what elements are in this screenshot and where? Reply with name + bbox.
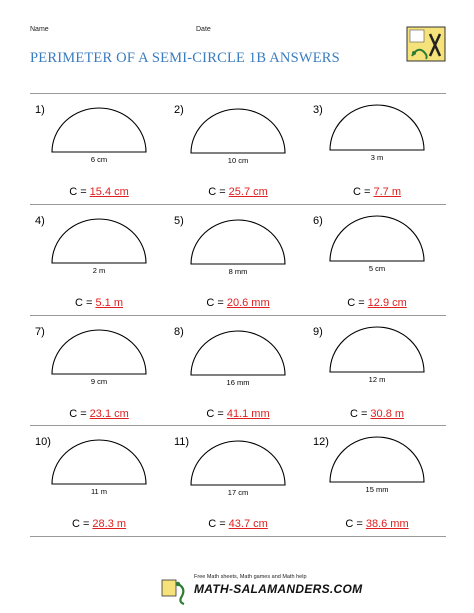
answer-prefix: C = [347,297,368,309]
problem-number: 6) [313,215,323,227]
problem-12 [308,428,446,542]
diameter-label: 16 mm [226,378,250,387]
diameter-label: 17 cm [227,488,249,497]
problem-9 [308,318,446,432]
answer-prefix: C = [75,297,96,309]
problem-number: 4) [35,215,45,227]
semicircle-outline [52,108,146,152]
problem-4 [30,207,168,321]
answer-line [308,297,446,309]
diameter-label: 15 mm [365,485,389,494]
problem-3 [308,96,446,210]
problem-number: 5) [174,215,184,227]
answer-line [169,518,307,530]
answer-prefix: C = [208,186,229,198]
semicircle-outline [191,109,285,153]
answer-prefix: C = [353,186,374,198]
semicircle-outline [330,327,424,372]
diameter-label: 9 cm [90,377,108,386]
problem-number: 8) [174,326,184,338]
problem-5 [169,207,307,321]
salamander-mascot-icon [160,574,190,606]
footer [160,574,363,606]
answer-value: 12.9 cm [367,297,407,309]
problem-number: 11) [174,436,190,448]
semicircle-outline [330,216,424,261]
diameter-label: 3 m [370,153,384,162]
diameter-label: 10 cm [227,156,249,165]
answer-line [30,518,168,530]
header-divider [30,93,446,94]
answer-value: 28.3 m [92,518,127,530]
answer-value: 7.7 m [373,186,401,198]
problem-number: 1) [35,104,45,116]
answer-value: 41.1 mm [226,408,270,420]
problem-number: 10) [35,436,51,448]
problem-number: 3) [313,104,323,116]
answer-value: 43.7 cm [228,518,268,530]
answer-value: 5.1 m [95,297,123,309]
answer-value: 25.7 cm [228,186,268,198]
semicircle-outline [52,219,146,263]
diameter-label: 12 m [368,375,386,384]
answer-line [30,408,168,420]
problem-1 [30,96,168,210]
salamander-logo-icon [406,26,446,62]
answer-line [308,518,446,530]
answer-line [30,297,168,309]
answer-value: 15.4 cm [89,186,129,198]
problem-7 [30,318,168,432]
problem-8 [169,318,307,432]
page-title: PERIMETER OF A SEMI-CIRCLE 1B ANSWERS [30,50,340,66]
diameter-label: 11 m [90,487,108,496]
answer-value: 20.6 mm [226,297,270,309]
problem-2 [169,96,307,210]
semicircle-outline [52,440,146,484]
answer-prefix: C = [208,518,229,530]
problem-6 [308,207,446,321]
semicircle-outline [191,441,285,485]
diameter-label: 6 cm [90,155,108,164]
answer-prefix: C = [69,408,90,420]
answer-line [169,186,307,198]
name-label: Name [30,26,49,33]
answer-prefix: C = [349,408,371,420]
answer-line [169,408,307,420]
problem-number: 12) [313,436,329,448]
diameter-label: 5 cm [368,264,386,273]
footer-brand: MATH-SALAMANDERS.COM [194,582,363,596]
problem-number: 7) [35,326,45,338]
answer-line [308,186,446,198]
answer-value: 30.8 m [370,408,405,420]
semicircle-outline [191,331,285,375]
problem-11 [169,428,307,542]
problem-number: 9) [313,326,323,338]
answer-prefix: C = [206,297,227,309]
semicircle-outline [52,330,146,374]
answer-prefix: C = [345,518,366,530]
diameter-label: 8 mm [228,267,248,276]
diameter-label: 2 m [92,266,106,275]
answer-value: 23.1 cm [89,408,129,420]
answer-value: 38.6 mm [365,518,409,530]
answer-line [30,186,168,198]
answer-prefix: C = [69,186,90,198]
answer-line [308,408,446,420]
answer-prefix: C = [71,518,93,530]
answer-line [169,297,307,309]
footer-tagline: Free Math sheets, Math games and Math help [194,574,307,580]
date-label: Date [196,26,211,33]
semicircle-outline [191,220,285,264]
semicircle-outline [330,105,424,150]
semicircle-outline [330,437,424,482]
answer-prefix: C = [206,408,227,420]
problem-10 [30,428,168,542]
problem-number: 2) [174,104,184,116]
